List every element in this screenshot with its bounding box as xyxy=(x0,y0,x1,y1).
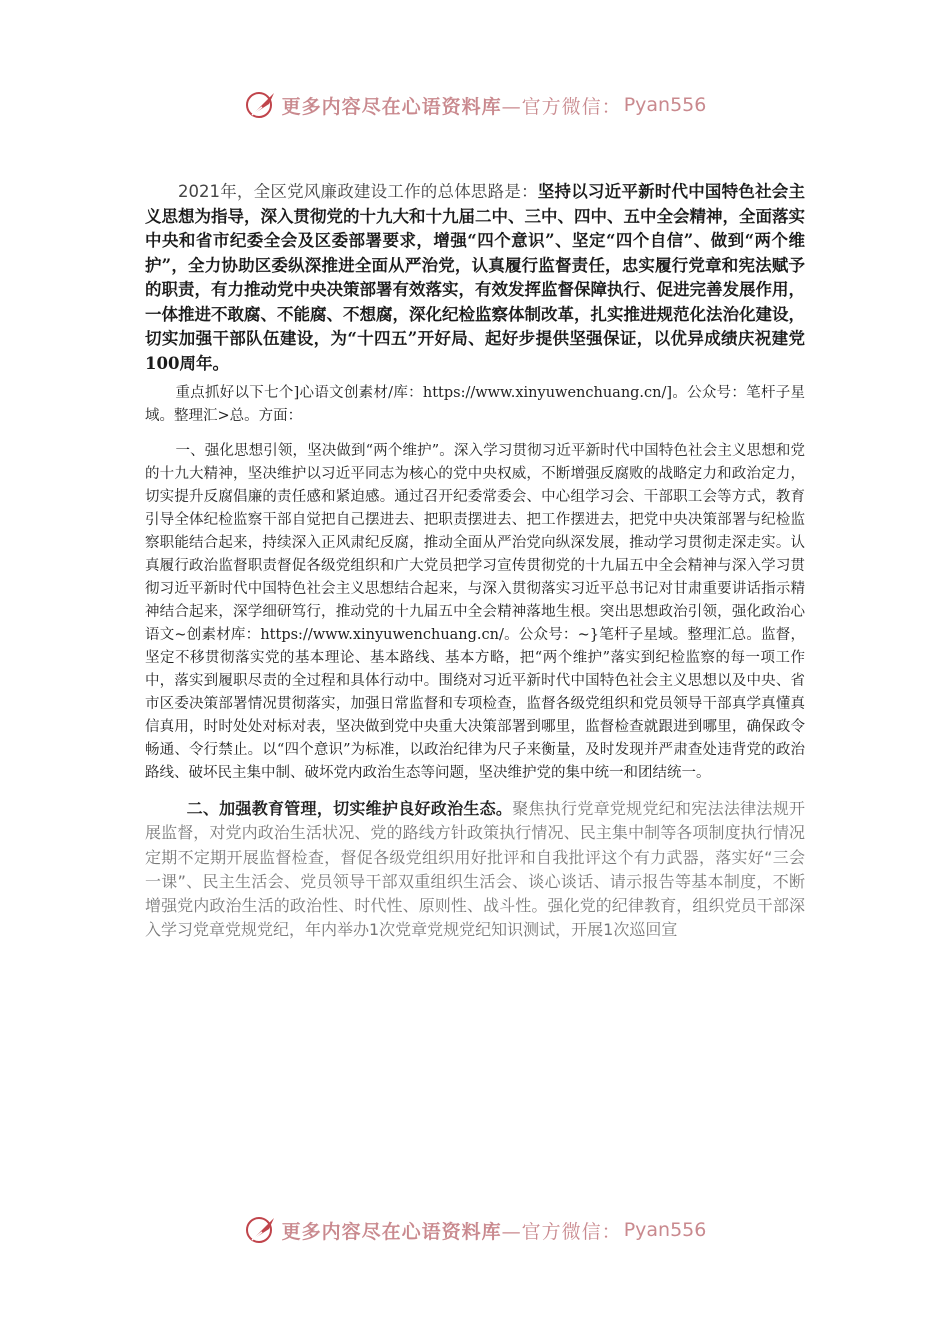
section-two-heading: 二、加强教育管理，切实维护良好政治生态。 xyxy=(186,799,513,818)
paragraph-bold-text: 坚持以习近平新时代中国特色社会主义思想为指导，深入贯彻党的十九大和十九届二中、三中、四中、五中全会精神，全面落实中央和省市纪委全会及区委部署要求，增强“四个意识”、坚定“四个自信”、做到“两个维护”，全力协助区委纵深推进全面从严治党，认真履行监督责任，忠实履行党章和宪法赋予的职责，有力推动党中央决策部署有效落实，有效发挥监督保障执行、促进完善发展作用，一体推进不敢腐、不能腐、不想腐，深化纪检监察体制改革，扎实推进规范化法治化建设，切实加强干部队伍建设，为“十四五”开好局、起好步提供坚强保证，以优异成绩庆祝建党100周年。 xyxy=(145,182,805,373)
watermark-banner-top xyxy=(0,85,950,125)
paragraph-lead: 2021年，全区党风廉政建设工作的总体思路是： xyxy=(178,182,538,201)
watermark-separator: —官方微信： xyxy=(501,1220,622,1243)
paragraph-section-two xyxy=(145,797,805,943)
quill-pen-icon xyxy=(244,88,278,122)
quill-pen-icon xyxy=(244,1213,278,1247)
section-two-body: 聚焦执行党章党规党纪和宪法法律法规开展监督，对党内政治生活状况、党的路线方针政策执行情况、民主集中制等各项制度执行情况定期不定期开展监督检查，督促各级党组织用好批评和自我批评这个有力武器，落实好“三会一课”、民主生活会、党员领导干部双重组织生活会、谈心谈话、请示报告等基本制度，不断增强党内政治生活的政治性、时代性、原则性、战斗性。强化党的纪律教育，组织党员干部深入学习党章党规党纪，年内举办1次党章党规党纪知识测试，开展1次巡回宣 xyxy=(145,799,805,940)
watermark-wechat-id: Pyan556 xyxy=(623,94,707,116)
watermark-banner-bottom xyxy=(0,1210,950,1250)
document-body xyxy=(145,180,805,943)
paragraph-section-one: 一、强化思想引领，坚决做到“两个维护”。深入学习贯彻习近平新时代中国特色社会主义思想和党的十九大精神，坚决维护以习近平同志为核心的党中央权威，不断增强反腐败的战略定力和政治定力，切实提升反腐倡廉的责任感和紧迫感。通过召开纪委常委会、中心组学习会、干部职工会等方式，教育引导全体纪检监察干部自觉把自己摆进去、把职责摆进去、把工作摆进去，把党中央决策部署与纪检监察职能结合起来，持续深入正风肃纪反腐，推动全面从严治党向纵深发展，推动学习贯彻走深走实。认真履行政治监督职责督促各级党组织和广大党员把学习宣传贯彻党的十九届五中全会精神与深入学习贯彻习近平新时代中国特色社会主义思想结合起来，与深入贯彻落实习近平总书记对甘肃重要讲话指示精神结合起来，深学细研笃行，推动党的十九届五中全会精神落地生根。突出思想政治引领，强化政治心语文~创素材库：https://www.xinyuwenchuang.cn/。公众号：~}笔杆子星域。整理汇总。监督，坚定不移贯彻落实党的基本理论、基本路线、基本方略，把“两个维护”落实到纪检监察的每一项工作中，落实到履职尽责的全过程和具体行动中。围绕对习近平新时代中国特色社会主义思想以及中央、省市区委决策部署情况贯彻落实，加强日常监督和专项检查，监督各级党组织和党员领导干部真学真懂真信真用，时时处处对标对表，坚决做到党中央重大决策部署到哪里，监督检查就跟进到哪里，确保政令畅通、令行禁止。以“四个意识”为标准，以政治纪律为尺子来衡量，及时发现并严肃查处违背党的政治路线、破坏民主集中制、破坏党内政治生态等问题，坚决维护党的集中统一和团结统一。 xyxy=(145,443,805,781)
paragraph-key-tasks: 重点抓好以下七个]心语文创素材/库：https://www.xinyuwenchuang.cn/]。公众号：笔杆子星域。整理汇>总。方面： xyxy=(145,385,805,424)
watermark-title: 更多内容尽在心语资料库 xyxy=(281,95,502,118)
watermark-title: 更多内容尽在心语资料库 xyxy=(281,1220,502,1243)
watermark-separator: —官方微信： xyxy=(501,95,622,118)
paragraph-overall-approach xyxy=(145,180,805,376)
watermark-wechat-id: Pyan556 xyxy=(623,1219,707,1241)
